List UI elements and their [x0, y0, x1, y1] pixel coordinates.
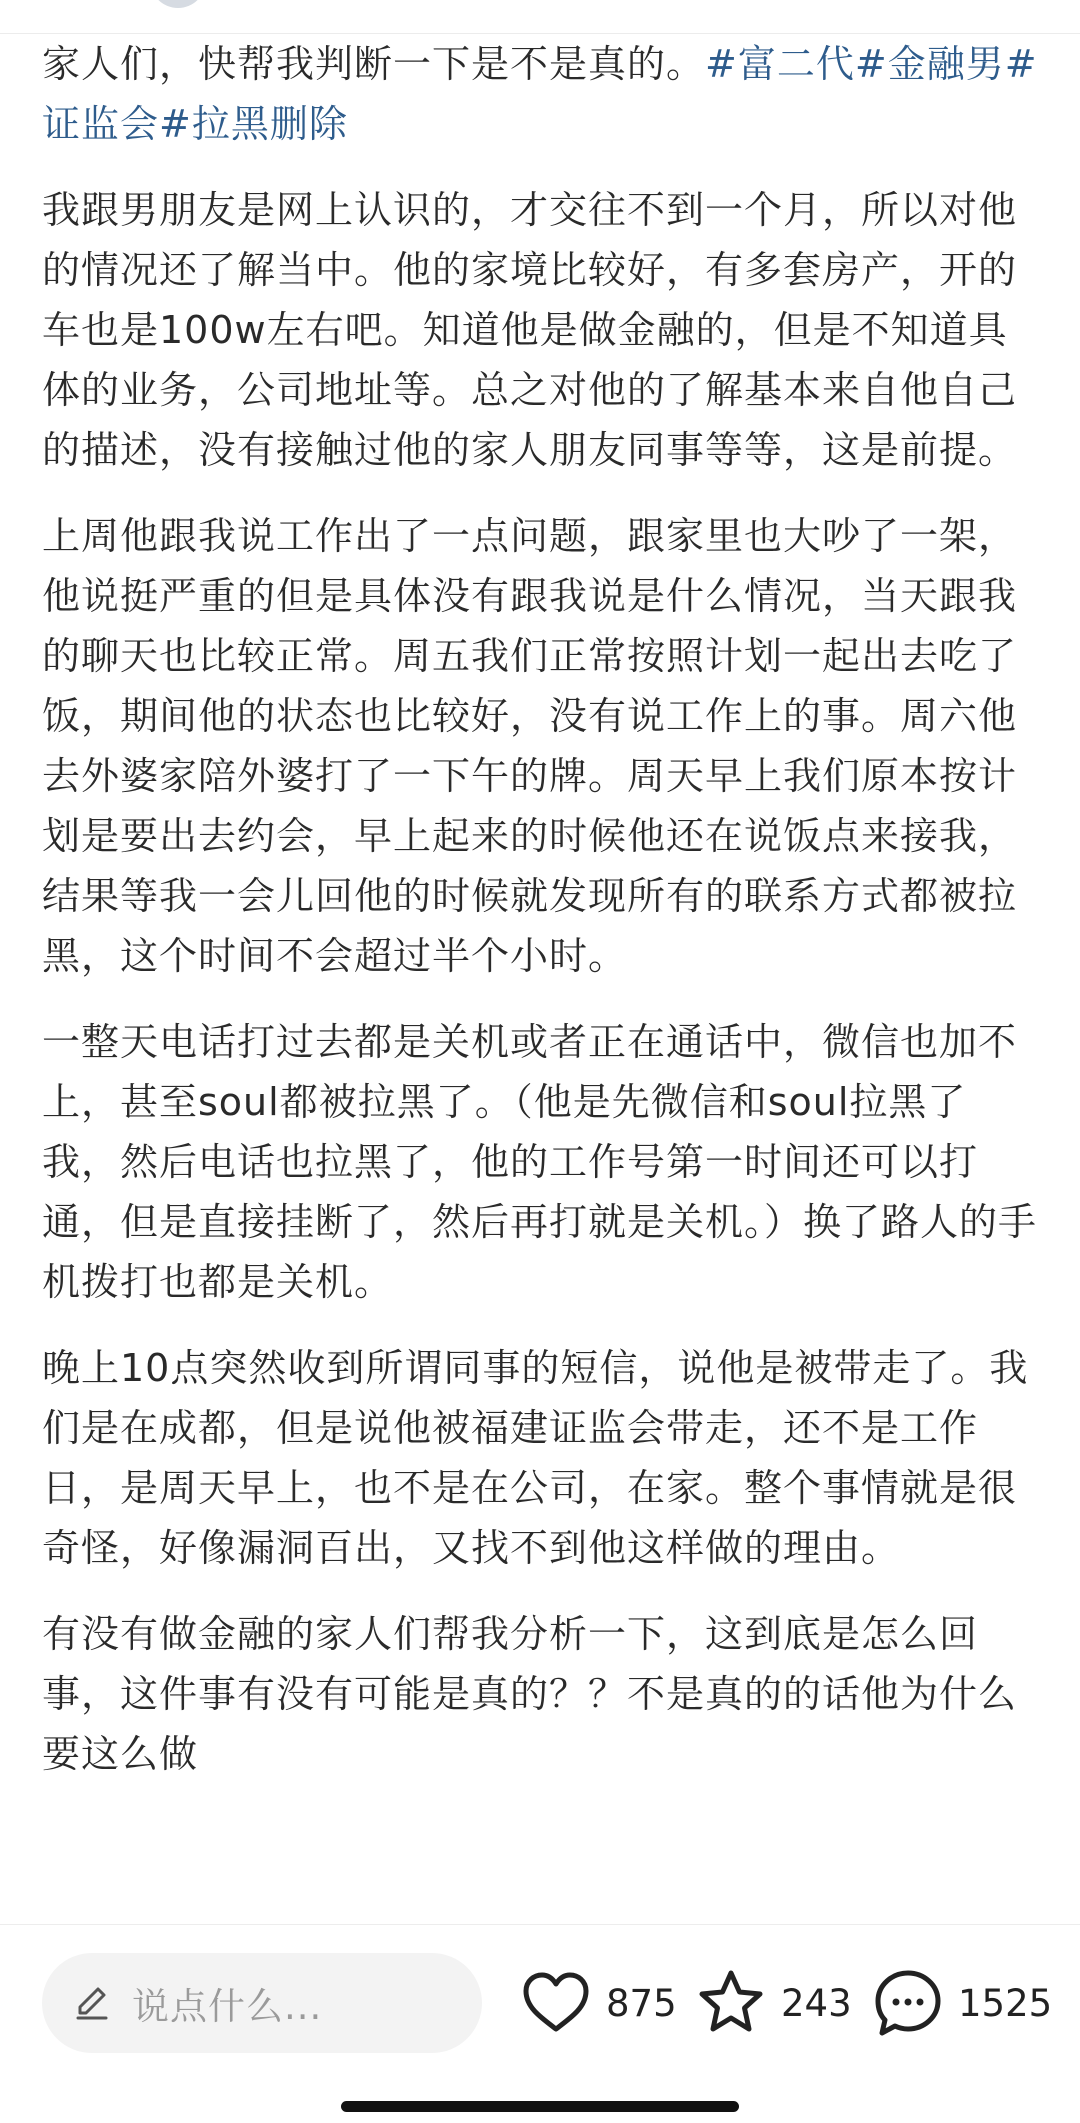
like-count: 875	[606, 1981, 677, 2025]
tag-link[interactable]: #金融男	[854, 42, 1005, 86]
post-paragraph: 晚上10点突然收到所谓同事的短信，说他是被带走了。我们是在成都，但是说他被福建证监会带走，还不是工作日，是周天早上，也不是在公司，在家。整个事情就是很奇怪，好像漏洞百出，又找不到他这样做的理由。	[42, 1346, 1029, 1570]
tag-link[interactable]: #富二代	[705, 42, 855, 86]
post-content	[42, 34, 1042, 1924]
post-paragraph: 上周他跟我说工作出了一点问题，跟家里也大吵了一架，他说挺严重的但是具体没有跟我说是什么情况，当天跟我的聊天也比较正常。周五我们正常按照计划一起出去吃了饭，期间他的状态也比较好，没有说工作上的事。周六他去外婆家陪外婆打了一下午的牌。周天早上我们原本按计划是要出去约会，早上起来的时候他还在说饭点来接我，结果等我一会儿回他的时候就发现所有的联系方式都被拉黑，这个时间不会超过半个小时。	[42, 514, 1018, 978]
collect-button[interactable]	[695, 1953, 852, 2053]
comment-count: 1525	[958, 1981, 1053, 2025]
star-icon	[695, 1967, 767, 2039]
comment-button[interactable]	[872, 1953, 1052, 2053]
post-paragraph: 我跟男朋友是网上认识的，才交往不到一个月，所以对他的情况还了解当中。他的家境比较好，有多套房产，开的车也是100w左右吧。知道他是做金融的，但是不知道具体的业务，公司地址等。总之对他的了解基本来自他自己的描述，没有接触过他的家人朋友同事等等，这是前提。	[42, 188, 1018, 472]
bottom-action-bar	[0, 1924, 1080, 2123]
comment-input[interactable]	[42, 1953, 482, 2053]
post-intro-paragraph	[42, 34, 1042, 154]
home-indicator[interactable]	[341, 2101, 739, 2112]
like-button[interactable]	[520, 1953, 677, 2053]
pencil-icon	[72, 1983, 112, 2023]
post-intro-text: 家人们，快帮我判断一下是不是真的。	[42, 42, 706, 86]
post-paragraph: 一整天电话打过去都是关机或者正在通话中，微信也加不上，甚至soul都被拉黑了。（他是先微信和soul拉黑了我，然后电话也拉黑了，他的工作号第一时间还可以打通，但是直接挂断了，然后再打就是关机。）换了路人的手机拨打也都是关机。	[42, 1020, 1038, 1304]
post-paragraph: 有没有做金融的家人们帮我分析一下，这到底是怎么回事，这件事有没有可能是真的？？不是真的的话他为什么要这么做	[42, 1612, 1018, 1776]
avatar[interactable]	[150, 0, 206, 8]
collect-count: 243	[781, 1981, 852, 2025]
tag-link[interactable]: #证监会	[42, 42, 1038, 146]
comment-placeholder: 说点什么...	[132, 1985, 323, 2028]
comment-bubble-icon	[872, 1967, 944, 2039]
header-cutoff	[0, 0, 1080, 34]
heart-icon	[520, 1967, 592, 2039]
tag-link[interactable]: #拉黑删除	[159, 102, 348, 146]
